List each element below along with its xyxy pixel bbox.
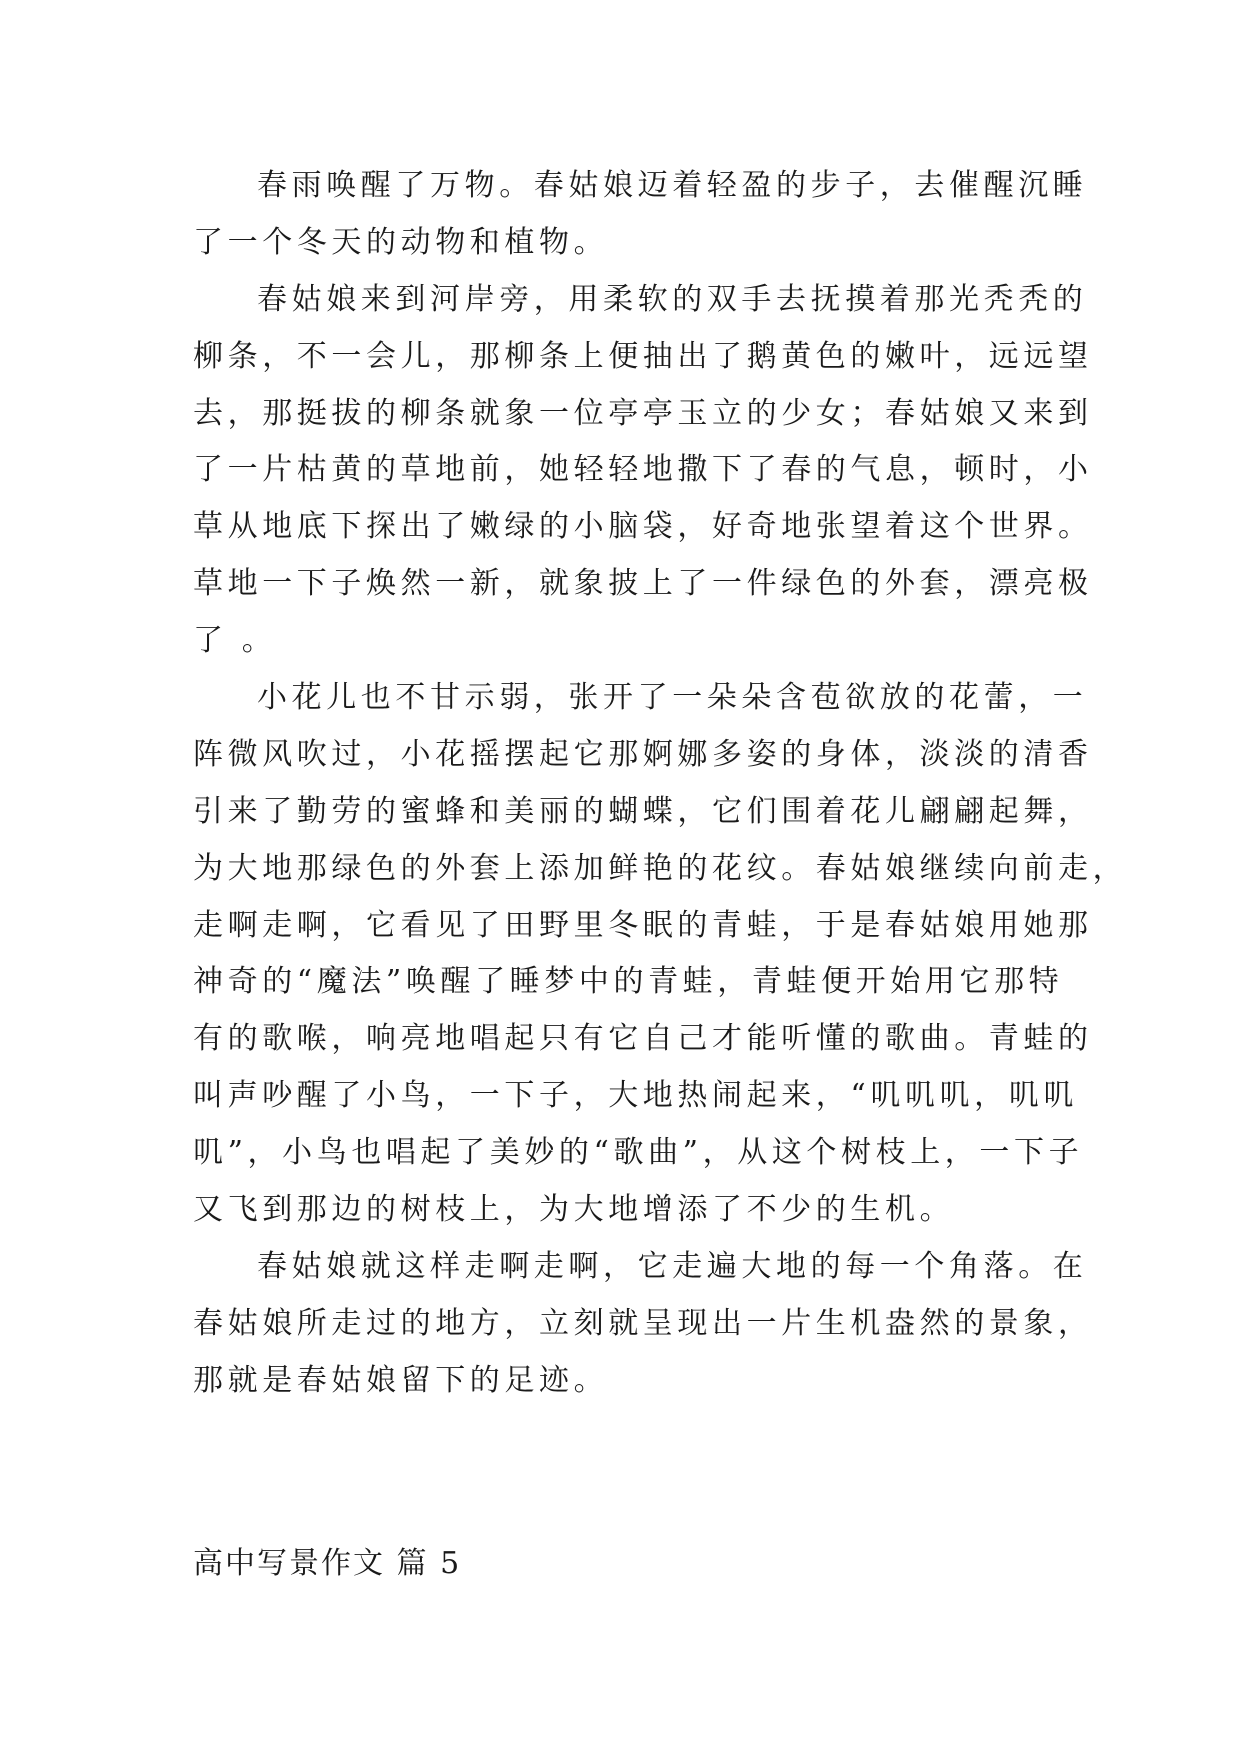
- paragraph-2-line-5: 草从地底下探出了嫩绿的小脑袋，好奇地张望着这个世界。: [193, 509, 1093, 545]
- paragraph-3-line-7: 有的歌喉，响亮地唱起只有它自己才能听懂的歌曲。青蛙的: [193, 1021, 1093, 1057]
- paragraph-3-line-8: 叫声吵醒了小鸟，一下子，大地热闹起来，“叽叽叽，叽叽: [193, 1078, 1078, 1114]
- paragraph-4-line-3: 那就是春姑娘留下的足迹。: [193, 1362, 609, 1398]
- paragraph-2-line-2: 柳条，不一会儿，那柳条上便抽出了鹅黄色的嫩叶，远远望: [193, 338, 1093, 374]
- paragraph-2-line-1: 春姑娘来到河岸旁，用柔软的双手去抚摸着那光秃秃的: [257, 281, 1088, 317]
- paragraph-1-line-1: 春雨唤醒了万物。春姑娘迈着轻盈的步子，去催醒沉睡: [257, 168, 1088, 203]
- paragraph-4-line-2: 春姑娘所走过的地方，立刻就呈现出一片生机盎然的景象，: [193, 1305, 1093, 1341]
- paragraph-3-line-4: 为大地那绿色的外套上添加鲜艳的花纹。春姑娘继续向前走，: [193, 850, 1128, 886]
- paragraph-3-line-1: 小花儿也不甘示弱，张开了一朵朵含苞欲放的花蕾，一: [257, 680, 1088, 716]
- section-heading: 高中写景作文 篇 5: [193, 1546, 462, 1581]
- paragraph-3-line-5: 走啊走啊，它看见了田野里冬眠的青蛙，于是春姑娘用她那: [193, 907, 1093, 943]
- paragraph-3-line-3: 引来了勤劳的蜜蜂和美丽的蝴蝶，它们围着花儿翩翩起舞，: [193, 793, 1093, 829]
- paragraph-1-line-2: 了一个冬天的动物和植物。: [193, 224, 609, 260]
- paragraph-2-line-6: 草地一下子焕然一新，就象披上了一件绿色的外套，漂亮极: [193, 566, 1093, 602]
- paragraph-2-line-4: 了一片枯黄的草地前，她轻轻地撒下了春的气息，顿时，小: [193, 452, 1093, 488]
- paragraph-4-line-1: 春姑娘就这样走啊走啊，它走遍大地的每一个角落。在: [257, 1248, 1088, 1284]
- paragraph-3-line-6: 神奇的“魔法”唤醒了睡梦中的青蛙，青蛙便开始用它那特: [193, 964, 1064, 1000]
- article-body: [193, 158, 1128, 1410]
- paragraph-2-line-7: 了 。: [193, 623, 277, 659]
- paragraph-3-line-10: 又飞到那边的树枝上，为大地增添了不少的生机。: [193, 1192, 955, 1228]
- paragraph-2-line-3: 去，那挺拔的柳条就象一位亭亭玉立的少女；春姑娘又来到: [193, 395, 1093, 431]
- paragraph-3-line-2: 阵微风吹过，小花摇摆起它那婀娜多姿的身体，淡淡的清香: [193, 736, 1093, 772]
- paragraph-3-line-9: 叽”，小鸟也唱起了美妙的“歌曲”，从这个树枝上，一下子: [193, 1135, 1084, 1171]
